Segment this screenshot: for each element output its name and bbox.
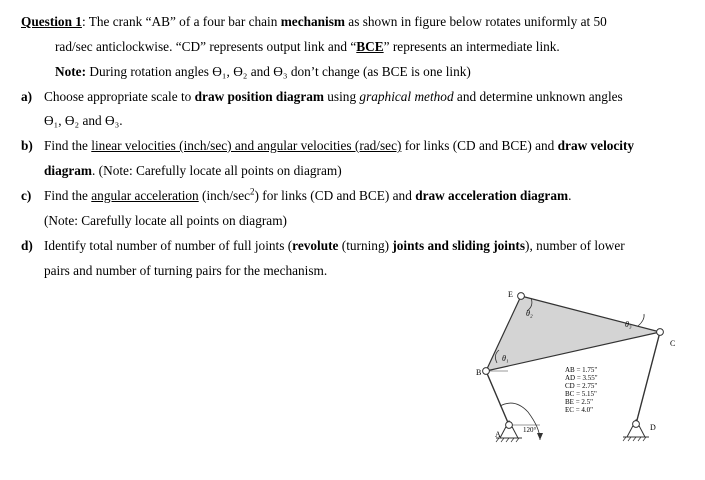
coupler-link-bce xyxy=(486,296,660,371)
part-b-label: b) xyxy=(21,138,33,153)
label-point-d: D xyxy=(650,423,656,432)
part-d-label: d) xyxy=(21,238,33,253)
dim-cd: CD = 2.75" xyxy=(565,382,598,390)
joint-c xyxy=(657,329,664,336)
label-point-e: E xyxy=(508,290,513,299)
part-d-line-1: Identify total number of number of full joints (revolute (turning) joints and sliding joints), number of lower xyxy=(44,238,625,253)
label-point-a: A xyxy=(495,430,501,439)
part-c-line-1: Find the angular acceleration $(inch/\sec^2)$ for links (CD and BCE) and draw acceleration diagram. xyxy=(44,186,572,203)
dimension-list xyxy=(565,366,598,414)
rocker-cd xyxy=(636,332,660,424)
part-b-line-1: Find the linear velocities (inch/sec) and angular velocities (rad/sec) for links (CD and BCE) and draw velocity xyxy=(44,138,635,153)
part-a-label: a) xyxy=(21,89,33,104)
dim-ad: AD = 3.55" xyxy=(565,374,598,382)
joint-e xyxy=(518,293,525,300)
dim-ec: EC = 4.0" xyxy=(565,406,593,414)
question-line-2: rad/sec anticlockwise. “CD” represents output link and “BCE” represents an intermediate link. xyxy=(55,39,560,54)
part-c-label: c) xyxy=(21,188,32,203)
label-theta3: θ₃ xyxy=(625,320,632,329)
part-d-line-2: pairs and number of turning pairs for the mechanism. xyxy=(44,263,328,278)
label-theta2: θ₂ xyxy=(526,309,533,318)
dim-be: BE = 2.5" xyxy=(565,398,593,406)
dim-ab: AB = 1.75" xyxy=(565,366,598,374)
ground-pivot-d xyxy=(623,420,649,441)
part-b-line-2: diagram. (Note: Carefully locate all points on diagram) xyxy=(44,163,342,178)
part-c-line-2: (Note: Carefully locate all points on diagram) xyxy=(44,213,287,228)
label-theta1: θ₁ xyxy=(502,354,509,363)
part-a-line-1: Choose appropriate scale to draw position diagram using graphical method and determine unknown angles xyxy=(44,89,623,104)
crank-angle-arrowhead xyxy=(537,433,543,440)
joint-b xyxy=(483,368,490,375)
crank-ab xyxy=(486,371,509,425)
part-a-line-2: ϴ₁, ϴ₂ and ϴ₃. xyxy=(44,113,123,128)
note-label: Note: xyxy=(55,64,87,79)
question-heading: Question 1 xyxy=(21,14,82,29)
label-crank-angle: 120° xyxy=(523,426,537,434)
label-point-b: B xyxy=(476,368,482,377)
theta3-arc xyxy=(638,314,644,326)
label-point-c: C xyxy=(670,339,676,348)
note-line: Note: During rotation angles ϴ₁, ϴ₂ and ϴ₃ don’t change (as BCE is one link) xyxy=(55,64,471,79)
dim-bc: BC = 5.15" xyxy=(565,390,597,398)
question-line-1: Question 1: The crank “AB” of a four bar chain mechanism as shown in figure below rotates uniformly at 50 xyxy=(21,14,607,29)
